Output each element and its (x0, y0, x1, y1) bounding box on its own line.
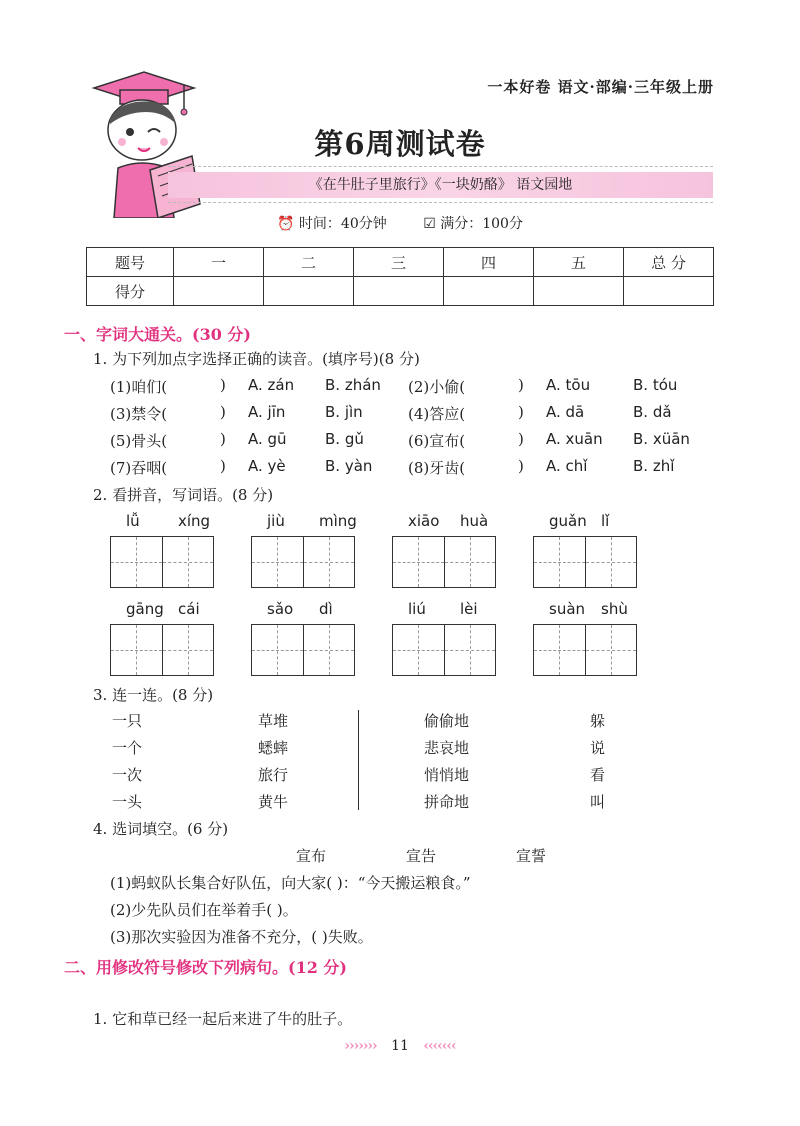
column-header: 五 (534, 248, 624, 277)
column-header: 二 (264, 248, 354, 277)
match-word[interactable]: 悲哀地 (424, 739, 470, 757)
writing-cell[interactable] (534, 625, 586, 675)
pinyin-label: dì (319, 600, 333, 618)
reading-option-b: B. zhán (325, 376, 381, 394)
reading-item-label: (2)小偷( (408, 378, 466, 396)
writing-cell[interactable] (163, 537, 214, 587)
fill-sentence-2[interactable]: (2)少先队员们在举着手( )。 (110, 901, 298, 919)
reading-option-b: B. yàn (325, 457, 373, 475)
reading-option-b: B. tóu (633, 376, 678, 394)
chevrons-left-icon: ››››››› (344, 1038, 377, 1054)
writing-cell[interactable] (393, 625, 445, 675)
writing-cell[interactable] (393, 537, 445, 587)
page-title: 第6周测试卷 (314, 127, 486, 161)
word-option: 宣誓 (516, 847, 547, 865)
score-cell[interactable] (354, 277, 444, 306)
match-word[interactable]: 黄牛 (258, 793, 289, 811)
writing-cell[interactable] (304, 625, 355, 675)
reading-option-b: B. zhǐ (633, 457, 675, 475)
row-label: 题号 (87, 248, 174, 277)
word-option: 宣布 (296, 847, 327, 865)
score-cell[interactable] (174, 277, 264, 306)
page-footer (0, 1038, 800, 1054)
word-option: 宣告 (406, 847, 437, 865)
pinyin-label: shù (601, 600, 628, 618)
match-word[interactable]: 叫 (590, 793, 606, 811)
match-word[interactable]: 旅行 (258, 766, 289, 784)
writing-grid[interactable] (533, 536, 637, 588)
match-word[interactable]: 悄悄地 (424, 766, 470, 784)
reading-option-a: A. gū (248, 430, 287, 448)
writing-cell[interactable] (304, 537, 355, 587)
writing-grid[interactable] (392, 624, 496, 676)
subtitle-band (168, 172, 713, 198)
pinyin-label: huà (460, 512, 489, 530)
pinyin-label: liú (408, 600, 426, 618)
match-word[interactable]: 一个 (112, 739, 143, 757)
pinyin-label: cái (178, 600, 200, 618)
page-number: 11 (391, 1038, 409, 1054)
reading-option-b: B. gǔ (325, 430, 364, 448)
score-info: ☑ 满分：100分 (423, 216, 523, 232)
writing-cell[interactable] (111, 625, 163, 675)
answer-blank-close[interactable]: ) (220, 403, 226, 421)
column-header: 三 (354, 248, 444, 277)
reading-item-label: (3)禁令( (110, 405, 168, 423)
question-2-prompt: 2. 看拼音，写词语。(8 分) (93, 486, 274, 504)
writing-grid[interactable] (110, 624, 214, 676)
match-word[interactable]: 躲 (590, 712, 606, 730)
answer-blank-close[interactable]: ) (220, 430, 226, 448)
writing-cell[interactable] (252, 625, 304, 675)
pinyin-label: lèi (460, 600, 478, 618)
writing-grid[interactable] (110, 536, 214, 588)
reading-item-label: (5)骨头( (110, 432, 168, 450)
subtitle: 《在牛肚子里旅行》《一块奶酪》 语文园地 (308, 177, 573, 193)
pinyin-label: gāng (126, 600, 164, 618)
full-score-label: 满分：100分 (440, 216, 523, 232)
writing-grid[interactable] (533, 624, 637, 676)
divider (168, 202, 713, 203)
writing-grid[interactable] (392, 536, 496, 588)
reading-item-label: (4)答应( (408, 405, 466, 423)
reading-item-label: (6)宣布( (408, 432, 466, 450)
column-header: 总 分 (624, 248, 714, 277)
pinyin-label: lǐ (601, 512, 610, 530)
reading-option-b: B. jìn (325, 403, 363, 421)
pinyin-label: mìng (319, 512, 357, 530)
pinyin-label: xíng (178, 512, 211, 530)
reading-option-a: A. yè (248, 457, 286, 475)
writing-cell[interactable] (586, 625, 637, 675)
question-1-prompt: 1. 为下列加点字选择正确的读音。(填序号)(8 分) (93, 350, 420, 368)
score-cell[interactable] (264, 277, 354, 306)
matching-divider (358, 710, 359, 810)
reading-item-label: (7)吞咽( (110, 459, 168, 477)
series-label: 一本好卷 语文·部编·三年级上册 (487, 78, 714, 96)
score-table-score-row (87, 277, 714, 306)
answer-blank-close[interactable]: ) (518, 457, 524, 475)
writing-cell[interactable] (534, 537, 586, 587)
reading-item-label: (8)牙齿( (408, 459, 466, 477)
sentence-to-correct[interactable]: 1. 它和草已经一起后来进了牛的肚子。 (93, 1010, 353, 1028)
match-word[interactable]: 说 (590, 739, 606, 757)
score-cell[interactable] (534, 277, 624, 306)
match-word[interactable]: 看 (590, 766, 606, 784)
writing-cell[interactable] (252, 537, 304, 587)
reading-option-b: B. dǎ (633, 403, 672, 421)
reading-option-a: A. chǐ (546, 457, 588, 475)
answer-blank-close[interactable]: ) (518, 403, 524, 421)
reading-option-a: A. jīn (248, 403, 286, 421)
score-table-header-row (87, 248, 714, 277)
column-header: 一 (174, 248, 264, 277)
match-word[interactable]: 一次 (112, 766, 143, 784)
fill-sentence-1[interactable]: (1)蚂蚁队长集合好队伍，向大家( )：“今天搬运粮食。” (110, 874, 471, 892)
answer-blank-close[interactable]: ) (518, 430, 524, 448)
question-3-prompt: 3. 连一连。(8 分) (93, 686, 214, 704)
pinyin-label: guǎn (549, 512, 587, 530)
section-2-heading: 二、用修改符号修改下列病句。(12 分) (64, 958, 347, 977)
section-1-heading: 一、字词大通关。(30 分) (64, 325, 251, 344)
writing-cell[interactable] (163, 625, 214, 675)
match-word[interactable]: 一只 (112, 712, 143, 730)
writing-grid[interactable] (251, 536, 355, 588)
time-label: 时间：40分钟 (298, 216, 387, 232)
fill-sentence-3[interactable]: (3)那次实验因为准备不充分，( )失败。 (110, 928, 373, 946)
reading-item-label: (1)咱们( (110, 378, 168, 396)
row-label: 得分 (87, 277, 174, 306)
match-word[interactable]: 草堆 (258, 712, 289, 730)
reading-option-a: A. tōu (546, 376, 591, 394)
match-word[interactable]: 一头 (112, 793, 143, 811)
divider (168, 166, 713, 167)
writing-cell[interactable] (445, 537, 496, 587)
answer-blank-close[interactable]: ) (518, 376, 524, 394)
writing-cell[interactable] (445, 625, 496, 675)
column-header: 四 (444, 248, 534, 277)
score-table (86, 247, 714, 306)
reading-option-b: B. xüān (633, 430, 690, 448)
chevrons-right-icon: ‹‹‹‹‹‹‹ (423, 1038, 456, 1054)
reading-option-a: A. xuān (546, 430, 603, 448)
reading-option-a: A. dā (546, 403, 585, 421)
match-word[interactable]: 蟋蟀 (258, 739, 289, 757)
match-word[interactable]: 拼命地 (424, 793, 470, 811)
writing-cell[interactable] (111, 537, 163, 587)
writing-cell[interactable] (586, 537, 637, 587)
question-4-prompt: 4. 选词填空。(6 分) (93, 820, 229, 838)
pinyin-label: xiāo (408, 512, 440, 530)
answer-blank-close[interactable]: ) (220, 376, 226, 394)
reading-option-a: A. zán (248, 376, 295, 394)
answer-blank-close[interactable]: ) (220, 457, 226, 475)
time-info: ⏰ 时间：40分钟 (277, 216, 387, 232)
exam-info (0, 213, 800, 233)
pinyin-label: jiù (267, 512, 285, 530)
pinyin-label: lǚ (126, 512, 140, 530)
pinyin-label: sǎo (267, 600, 294, 618)
score-cell[interactable] (444, 277, 534, 306)
pinyin-label: suàn (549, 600, 586, 618)
score-cell[interactable] (624, 277, 714, 306)
match-word[interactable]: 偷偷地 (424, 712, 470, 730)
writing-grid[interactable] (251, 624, 355, 676)
